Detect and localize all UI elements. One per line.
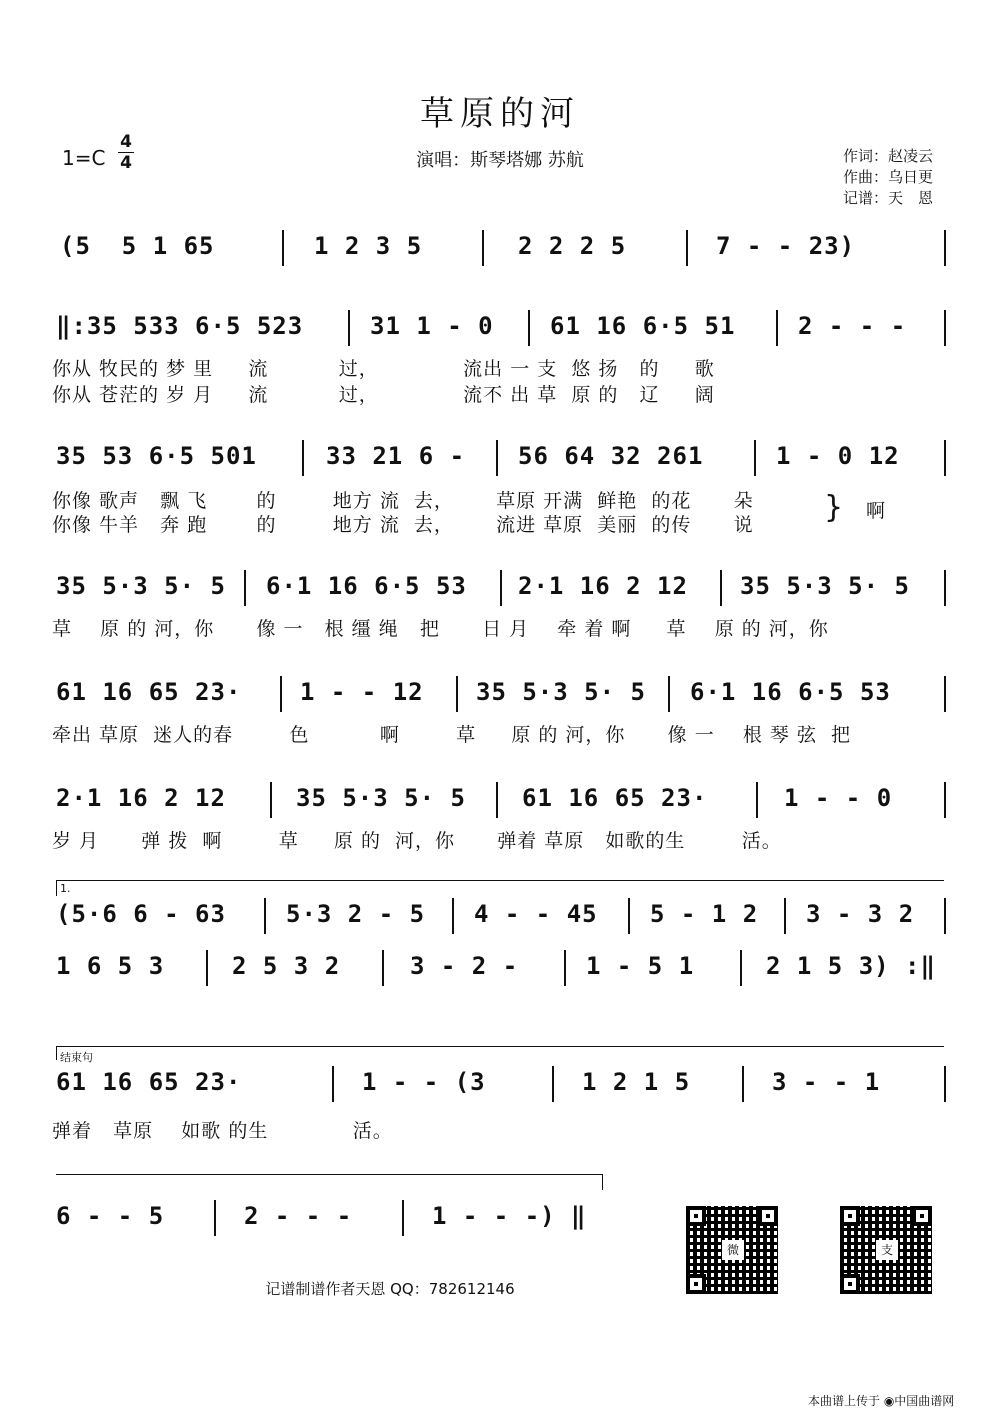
measure: 2 1 5 3) :‖ [766,952,936,980]
volta-label: 1. [60,882,71,895]
measure: 35 53 6·5 501 [56,442,257,470]
lyric-brace: } [824,490,844,525]
staff-row-verse-2 [56,438,946,480]
lyric-line: 你从 牧民的 梦 里 流 过， 流出 一 支 悠 扬 的 歌 [52,358,715,380]
measure: 1 - 5 1 [586,952,695,980]
staff-row-interlude-2 [56,948,946,990]
staff-row-chorus-2 [56,674,946,716]
measure: 4 - - 45 [474,900,598,928]
staff-row-interlude-1 [56,896,946,938]
staff-row-chorus-1 [56,568,946,610]
composer: 作曲：乌日更 [843,168,934,186]
song-title: 草原的河 [420,94,580,134]
lyric-line: 弹着 草原 如歌 的生 活。 [52,1120,393,1142]
measure: 56 64 32 261 [518,442,704,470]
measure: 1 - 0 12 [776,442,900,470]
transcriber-footer: 记谱制谱作者天恩 QQ：782612146 [265,1280,515,1298]
measure: (5·6 6 - 63 [56,900,226,928]
key-signature: 1=C [62,146,106,170]
measure: 1 2 1 5 [582,1068,691,1096]
staff-row-verse-1 [56,308,946,350]
lyric-line: 你像 歌声 飘 飞 的 地方 流 去， 草原 开满 鲜艳 的花 朵 [52,490,754,512]
measure: 6 - - 5 [56,1202,165,1230]
measure: 2 - - - [798,312,907,340]
ending-bracket-edge [56,1046,57,1060]
credits [843,146,933,209]
staff-row-intro [56,228,946,270]
measure: 3 - - 1 [772,1068,881,1096]
transcriber: 记谱：天 恩 [843,189,934,207]
lyric-line: 你从 苍茫的 岁 月 流 过， 流不 出 草 原 的 辽 阔 [52,384,715,406]
volta-bracket [56,880,944,881]
measure: 5·3 2 - 5 [286,900,426,928]
lyric-line: 你像 牛羊 奔 跑 的 地方 流 去， 流进 草原 美丽 的传 说 [52,514,754,536]
measure: 6·1 16 6·5 53 [266,572,467,600]
measure: 3 - 3 2 [806,900,915,928]
alipay-qr-mark: 支 [876,1240,898,1260]
measure: 2·1 16 2 12 [518,572,688,600]
measure: 61 16 6·5 51 [550,312,736,340]
measure: 2·1 16 2 12 [56,784,226,812]
measure: 35 5·3 5· 5 [296,784,466,812]
lyric-brace-word: 啊 [866,500,886,522]
measure: 1 - - -) ‖ [432,1202,587,1230]
lyric-line: 牵出 草原 迷人的春 色 啊 草 原 的 河，你 像 一 根 琴 弦 把 [52,724,852,746]
measure: 6·1 16 6·5 53 [690,678,891,706]
measure: 35 5·3 5· 5 [56,572,226,600]
staff-row-coda [56,1198,616,1240]
staff-row-chorus-3 [56,780,946,822]
measure: ‖:35 533 6·5 523 [56,312,304,340]
volta-bracket-edge [56,880,57,896]
lyric-line: 草 原 的 河，你 像 一 根 缰 绳 把 日 月 牵 着 啊 草 原 的 河，你 [52,618,829,640]
measure: (5 5 1 65 [60,232,215,260]
time-sig-denominator: 4 [118,152,134,173]
measure: 33 21 6 - [326,442,466,470]
lyricist: 作词：赵凌云 [843,147,934,165]
final-bracket-edge [602,1174,603,1190]
measure: 1 - - 0 [784,784,893,812]
measure: 1 2 3 5 [314,232,423,260]
site-watermark: 本曲谱上传于 ◉中国曲谱网 [808,1394,955,1408]
measure: 61 16 65 23· [56,1068,242,1096]
final-bracket [56,1174,602,1175]
measure: 1 - - 12 [300,678,424,706]
measure: 7 - - 23) [716,232,856,260]
measure: 5 - 1 2 [650,900,759,928]
lyric-line: 岁 月 弹 拨 啊 草 原 的 河，你 弹着 草原 如歌的生 活。 [52,830,782,852]
measure: 35 5·3 5· 5 [476,678,646,706]
measure: 61 16 65 23· [522,784,708,812]
wechat-qr-mark: 微 [722,1240,744,1260]
measure: 3 - 2 - [410,952,519,980]
measure: 1 6 5 3 [56,952,165,980]
staff-row-ending [56,1064,946,1106]
singer-line: 演唱：斯琴塔娜 苏航 [416,150,584,171]
ending-bracket [56,1046,944,1047]
time-sig-numerator: 4 [120,132,132,152]
measure: 2 5 3 2 [232,952,341,980]
alipay-qr-code [840,1206,932,1294]
measure: 35 5·3 5· 5 [740,572,910,600]
measure: 1 - - (3 [362,1068,486,1096]
measure: 2 - - - [244,1202,353,1230]
measure: 2 2 2 5 [518,232,627,260]
ending-label: 结束句 [60,1051,93,1064]
measure: 61 16 65 23· [56,678,242,706]
measure: 31 1 - 0 [370,312,494,340]
